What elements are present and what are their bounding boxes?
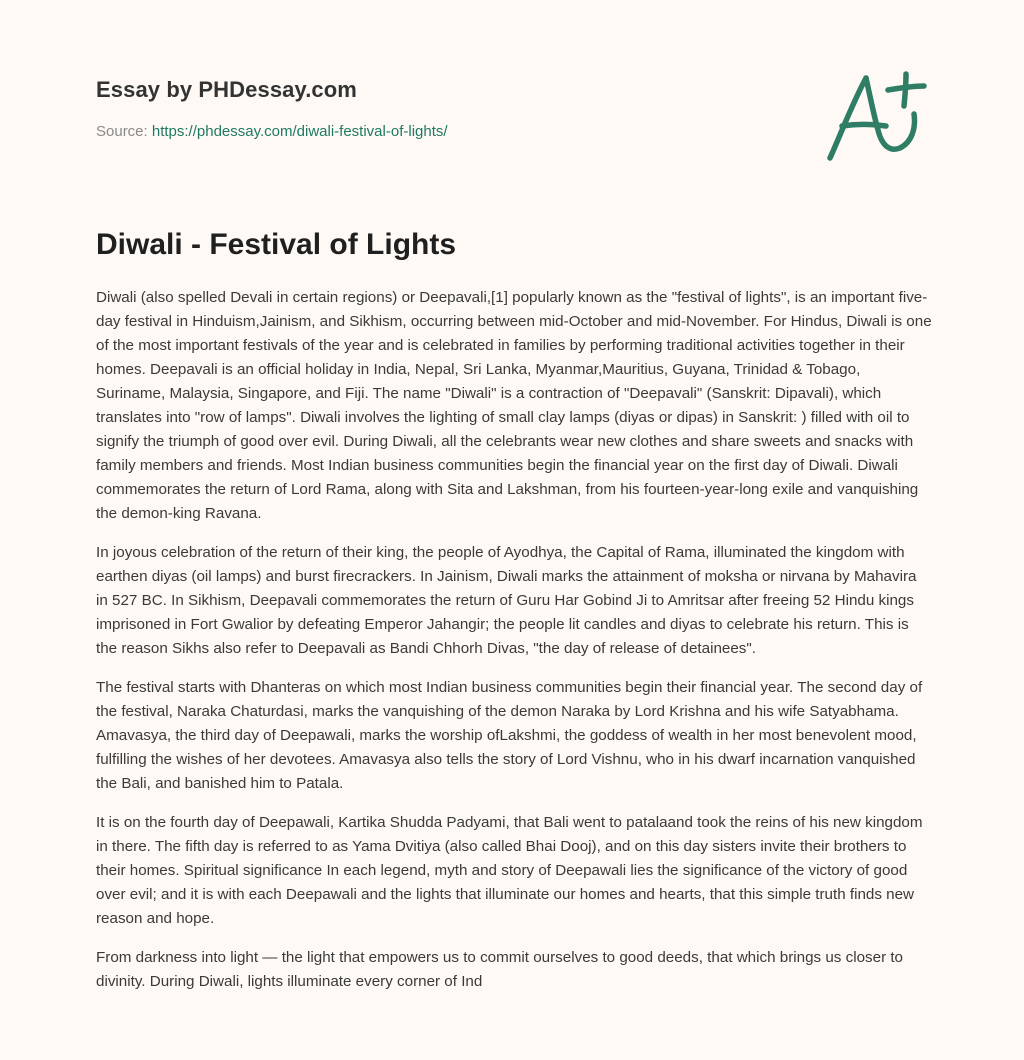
source-line: [96, 122, 816, 142]
a-plus-grade-icon: [820, 66, 930, 166]
paragraph: Diwali (also spelled Devali in certain regions) or Deepavali,[1] popularly known as the "festival of lights", is an important five-day festival in Hinduism,Jainism, and Sikhism, occurring between mid-October and mid-November. For Hindus, Diwali is one of the most important festivals of the year and is celebrated in families by performing traditional activities together in their homes. Deepavali is an official holiday in India, Nepal, Sri Lanka, Myanmar,Mauritius, Guyana, Trinidad & Tobago, Suriname, Malaysia, Singapore, and Fiji. The name "Diwali" is a contraction of "Deepavali" (Sanskrit: Dipavali), which translates into "row of lamps". Diwali involves the lighting of small clay lamps (diyas or dipas) in Sanskrit: ) filled with oil to signify the triumph of good over evil. During Diwali, all the celebrants wear new clothes and share sweets and snacks with family members and friends. Most Indian business communities begin the financial year on the first day of Diwali. Diwali commemorates the return of Lord Rama, along with Sita and Lakshman, from his fourteen-year-long exile and vanquishing the demon-king Ravana.: [96, 289, 932, 522]
paragraph: In joyous celebration of the return of their king, the people of Ayodhya, the Capital of Rama, illuminated the kingdom with earthen diyas (oil lamps) and burst firecrackers. In Jainism, Diwali marks the attainment of moksha or nirvana by Mahavira in 527 BC. In Sikhism, Deepavali commemorates the return of Guru Har Gobind Ji to Amritsar after freeing 52 Hindu kings imprisoned in Fort Gwalior by defeating Emperor Jahangir; the people lit candles and diyas to celebrate his return. This is the reason Sikhs also refer to Deepavali as Bandi Chhorh Divas, "the day of release of detainees".: [96, 544, 917, 657]
document-body: [96, 286, 932, 1009]
paragraph: It is on the fourth day of Deepawali, Kartika Shudda Padyami, that Bali went to patalaand took the reins of his new kingdom in there. The fifth day is referred to as Yama Dvitiya (also called Bhai Dooj), and on this day sisters invite their brothers to their homes. Spiritual significance In each legend, myth and story of Deepawali lies the significance of the victory of good over evil; and it is with each Deepawali and the lights that illuminate our homes and hearts, that this simple truth finds new reason and hope.: [96, 814, 923, 927]
page-header: [96, 76, 816, 142]
paragraph: The festival starts with Dhanteras on which most Indian business communities begin their financial year. The second day of the festival, Naraka Chaturdasi, marks the vanquishing of the demon Naraka by Lord Krishna and his wife Satyabhama. Amavasya, the third day of Deepawali, marks the worship ofLakshmi, the goddess of wealth in her most benevolent mood, fulfilling the wishes of her devotees. Amavasya also tells the story of Lord Vishnu, who in his dwarf incarnation vanquished the Bali, and banished him to Patala.: [96, 679, 923, 792]
source-link[interactable]: https://phdessay.com/diwali-festival-of-lights/: [151, 123, 448, 140]
site-brand: Essay by PHDessay.com: [96, 77, 357, 102]
document-title: Diwali - Festival of Lights: [96, 228, 457, 261]
paragraph: From darkness into light — the light that empowers us to commit ourselves to good deeds, that which brings us closer to divinity. During Diwali, lights illuminate every corner of Ind: [96, 949, 904, 990]
source-label: Source:: [96, 123, 148, 140]
